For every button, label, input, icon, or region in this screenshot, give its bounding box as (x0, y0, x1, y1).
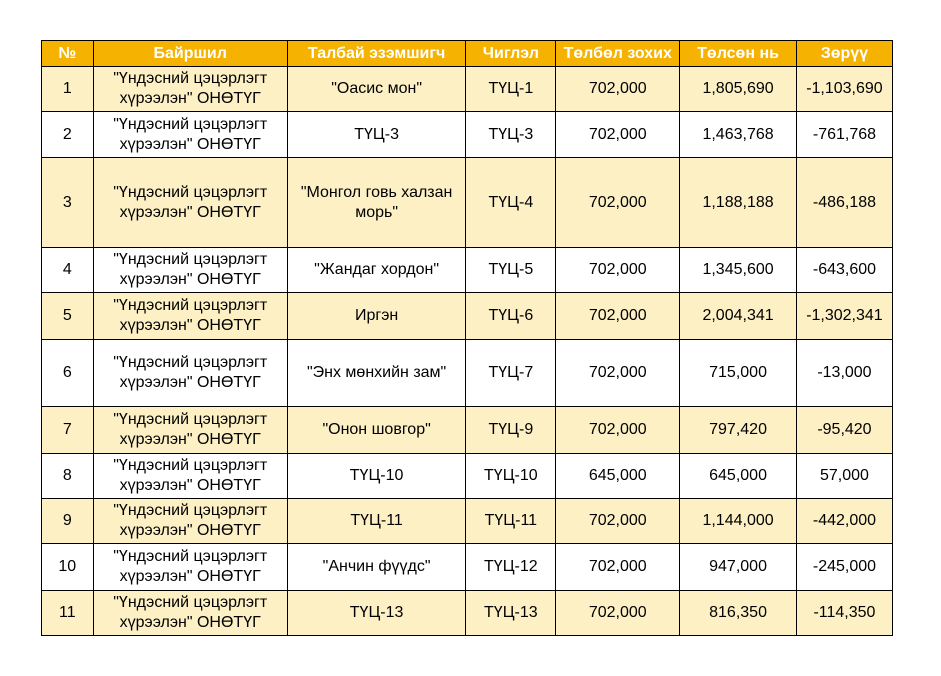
cell-due: 702,000 (556, 340, 680, 407)
table-row (42, 591, 893, 636)
cell-paid: 1,345,600 (680, 248, 797, 293)
cell-location: "Үндэсний цэцэрлэгт хүрээлэн" ОНӨТҮГ (93, 340, 287, 407)
cell-number: 5 (42, 293, 94, 340)
cell-difference: -1,103,690 (796, 67, 892, 112)
table-row (42, 454, 893, 499)
cell-due: 702,000 (556, 67, 680, 112)
payments-table (41, 40, 893, 636)
cell-paid: 816,350 (680, 591, 797, 636)
table-row (42, 293, 893, 340)
cell-difference: -486,188 (796, 158, 892, 248)
cell-direction: ТҮЦ-12 (466, 544, 556, 591)
cell-location: "Үндэсний цэцэрлэгт хүрээлэн" ОНӨТҮГ (93, 293, 287, 340)
cell-due: 702,000 (556, 293, 680, 340)
cell-difference: -442,000 (796, 499, 892, 544)
cell-due: 645,000 (556, 454, 680, 499)
cell-due: 702,000 (556, 158, 680, 248)
cell-due: 702,000 (556, 499, 680, 544)
cell-number: 4 (42, 248, 94, 293)
cell-number: 9 (42, 499, 94, 544)
cell-direction: ТҮЦ-10 (466, 454, 556, 499)
cell-holder: Иргэн (287, 293, 466, 340)
cell-holder: ТҮЦ-3 (287, 112, 466, 158)
cell-paid: 1,188,188 (680, 158, 797, 248)
cell-location: "Үндэсний цэцэрлэгт хүрээлэн" ОНӨТҮГ (93, 544, 287, 591)
cell-number: 10 (42, 544, 94, 591)
header-direction: Чиглэл (466, 41, 556, 67)
cell-paid: 1,144,000 (680, 499, 797, 544)
header-paid: Төлсөн нь (680, 41, 797, 67)
header-location: Байршил (93, 41, 287, 67)
cell-holder: ТҮЦ-13 (287, 591, 466, 636)
cell-location: "Үндэсний цэцэрлэгт хүрээлэн" ОНӨТҮГ (93, 158, 287, 248)
table-row (42, 499, 893, 544)
cell-due: 702,000 (556, 248, 680, 293)
cell-holder: "Онон шовгор" (287, 407, 466, 454)
cell-direction: ТҮЦ-9 (466, 407, 556, 454)
cell-paid: 2,004,341 (680, 293, 797, 340)
cell-direction: ТҮЦ-13 (466, 591, 556, 636)
cell-direction: ТҮЦ-11 (466, 499, 556, 544)
cell-direction: ТҮЦ-1 (466, 67, 556, 112)
header-difference: Зөрүү (796, 41, 892, 67)
cell-number: 2 (42, 112, 94, 158)
cell-difference: 57,000 (796, 454, 892, 499)
cell-holder: "Анчин фүүдс" (287, 544, 466, 591)
cell-holder: ТҮЦ-11 (287, 499, 466, 544)
table-row (42, 248, 893, 293)
cell-number: 11 (42, 591, 94, 636)
cell-location: "Үндэсний цэцэрлэгт хүрээлэн" ОНӨТҮГ (93, 112, 287, 158)
cell-due: 702,000 (556, 591, 680, 636)
cell-location: "Үндэсний цэцэрлэгт хүрээлэн" ОНӨТҮГ (93, 499, 287, 544)
cell-paid: 645,000 (680, 454, 797, 499)
cell-paid: 715,000 (680, 340, 797, 407)
cell-paid: 797,420 (680, 407, 797, 454)
cell-difference: -13,000 (796, 340, 892, 407)
table-row (42, 112, 893, 158)
header-number: № (42, 41, 94, 67)
cell-holder: "Монгол говь халзан морь" (287, 158, 466, 248)
cell-direction: ТҮЦ-5 (466, 248, 556, 293)
cell-paid: 947,000 (680, 544, 797, 591)
cell-holder: "Энх мөнхийн зам" (287, 340, 466, 407)
cell-difference: -114,350 (796, 591, 892, 636)
table-row (42, 67, 893, 112)
cell-direction: ТҮЦ-3 (466, 112, 556, 158)
cell-number: 8 (42, 454, 94, 499)
table-row (42, 407, 893, 454)
cell-location: "Үндэсний цэцэрлэгт хүрээлэн" ОНӨТҮГ (93, 67, 287, 112)
header-due: Төлбөл зохих (556, 41, 680, 67)
cell-paid: 1,805,690 (680, 67, 797, 112)
cell-location: "Үндэсний цэцэрлэгт хүрээлэн" ОНӨТҮГ (93, 248, 287, 293)
cell-difference: -95,420 (796, 407, 892, 454)
cell-holder: ТҮЦ-10 (287, 454, 466, 499)
cell-number: 1 (42, 67, 94, 112)
cell-due: 702,000 (556, 407, 680, 454)
cell-location: "Үндэсний цэцэрлэгт хүрээлэн" ОНӨТҮГ (93, 407, 287, 454)
cell-direction: ТҮЦ-6 (466, 293, 556, 340)
cell-holder: "Жандаг хордон" (287, 248, 466, 293)
table-row (42, 158, 893, 248)
cell-holder: "Оасис мон" (287, 67, 466, 112)
table-header-row (42, 41, 893, 67)
cell-number: 3 (42, 158, 94, 248)
cell-direction: ТҮЦ-7 (466, 340, 556, 407)
cell-number: 6 (42, 340, 94, 407)
cell-difference: -643,600 (796, 248, 892, 293)
header-holder: Талбай эзэмшигч (287, 41, 466, 67)
cell-difference: -761,768 (796, 112, 892, 158)
cell-number: 7 (42, 407, 94, 454)
cell-difference: -1,302,341 (796, 293, 892, 340)
cell-difference: -245,000 (796, 544, 892, 591)
cell-location: "Үндэсний цэцэрлэгт хүрээлэн" ОНӨТҮГ (93, 591, 287, 636)
cell-due: 702,000 (556, 112, 680, 158)
cell-location: "Үндэсний цэцэрлэгт хүрээлэн" ОНӨТҮГ (93, 454, 287, 499)
table-row (42, 544, 893, 591)
table-row (42, 340, 893, 407)
cell-paid: 1,463,768 (680, 112, 797, 158)
cell-direction: ТҮЦ-4 (466, 158, 556, 248)
cell-due: 702,000 (556, 544, 680, 591)
